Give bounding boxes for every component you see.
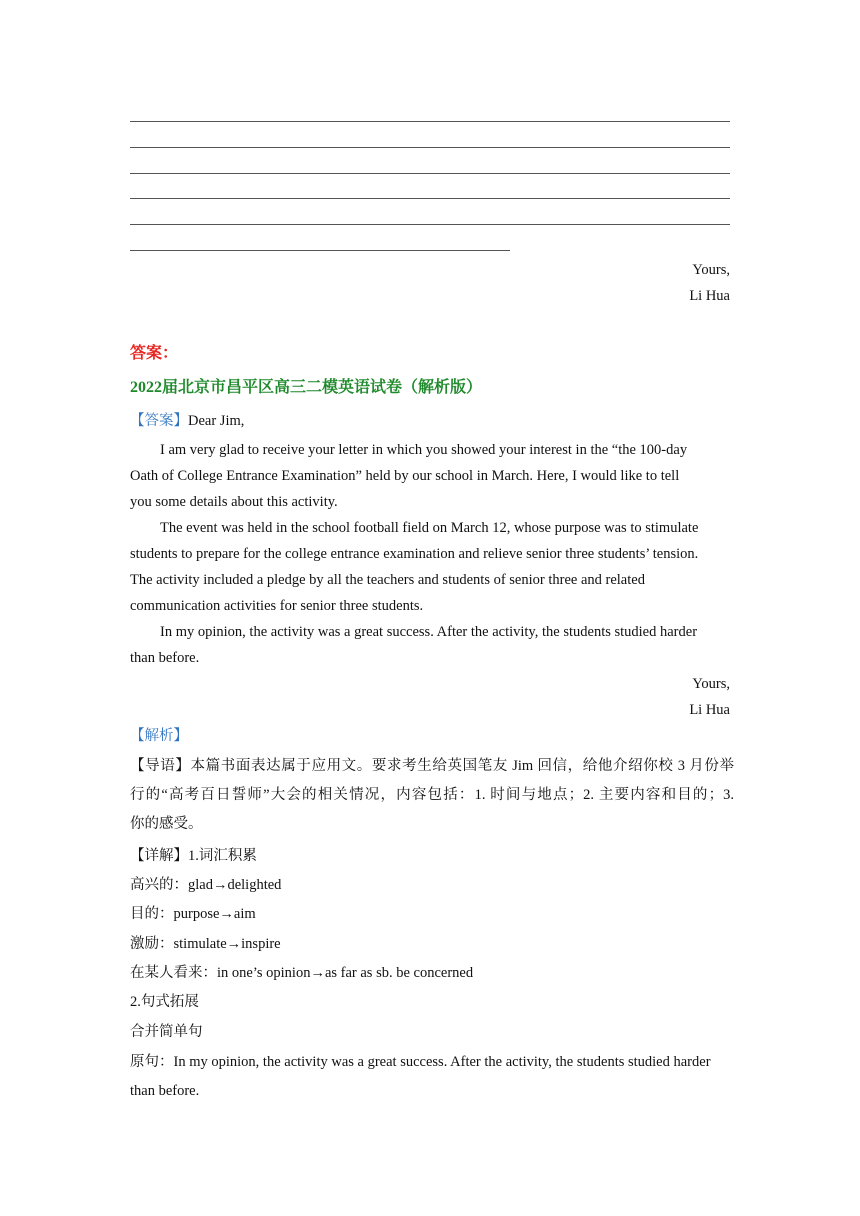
answer-heading: 答案： — [130, 345, 179, 362]
answer-p2-line: students to prepare for the college entrance examination and relieve senior three students’ tension. — [130, 546, 699, 562]
answer-p1-line: you some details about this activity. — [130, 494, 338, 510]
answer-p1-line: I am very glad to receive your letter in which you showed your interest in the “the 100-day — [160, 442, 688, 458]
answer-p3-line: than before. — [130, 650, 200, 666]
writing-line — [130, 121, 730, 122]
answer-closing: Yours, — [692, 676, 730, 692]
answer-tag: 【答案】 — [130, 413, 188, 429]
salutation: Dear Jim, — [188, 413, 245, 429]
answer-p1-line: Oath of College Entrance Examination” held by our school in March. Here, I would like to tell — [130, 468, 680, 484]
writing-line — [130, 198, 730, 199]
section-heading: 2.句式拓展 — [130, 994, 199, 1010]
signoff-name: Li Hua — [689, 288, 730, 304]
guide-line — [130, 752, 734, 781]
guide-line: 行的“高考百日誓师”大会的相关情况，内容包括：1. 时间与地点；2. 主要内容和目的；3. — [130, 787, 734, 803]
detail-line — [130, 842, 734, 871]
detail-first: 1.词汇积累 — [188, 848, 257, 864]
paper-title: 2022届北京市昌平区高三二模英语试卷（解析版） — [130, 379, 483, 396]
writing-line — [130, 173, 730, 174]
guide-tag: 【导语】 — [130, 758, 191, 774]
original-sentence: than before. — [130, 1083, 200, 1099]
writing-line — [130, 250, 510, 251]
answer-name: Li Hua — [689, 702, 730, 718]
guide-text: 本篇书面表达属于应用文。要求考生给英国笔友 Jim 回信，给他介绍你校 3 月份举 — [190, 758, 734, 774]
answer-p2-line: The event was held in the school football field on March 12, whose purpose was to stimulate — [160, 520, 699, 536]
answer-p3-line: In my opinion, the activity was a great success. After the activity, the students studied harder — [160, 624, 698, 640]
vocab-item: 高兴的：glad→delighted — [130, 877, 282, 893]
answer-p2-line: communication activities for senior three students. — [130, 598, 424, 614]
writing-line — [130, 224, 730, 225]
vocab-item: 在某人看来：in one’s opinion→as far as sb. be concerned — [130, 965, 474, 981]
analysis-tag: 【解析】 — [130, 728, 188, 744]
subsection-heading: 合并简单句 — [130, 1024, 203, 1040]
original-sentence: 原句：In my opinion, the activity was a great success. After the activity, the students studied harder — [130, 1054, 711, 1070]
answer-p2-line: The activity included a pledge by all the teachers and students of senior three and related — [130, 572, 645, 588]
guide-line: 你的感受。 — [130, 816, 203, 832]
answer-salutation-line — [130, 408, 244, 434]
detail-tag: 【详解】 — [130, 848, 188, 864]
vocab-item: 目的：purpose→aim — [130, 906, 256, 922]
signoff-closing: Yours, — [692, 262, 730, 278]
writing-line — [130, 147, 730, 148]
vocab-item: 激励：stimulate→inspire — [130, 936, 281, 952]
